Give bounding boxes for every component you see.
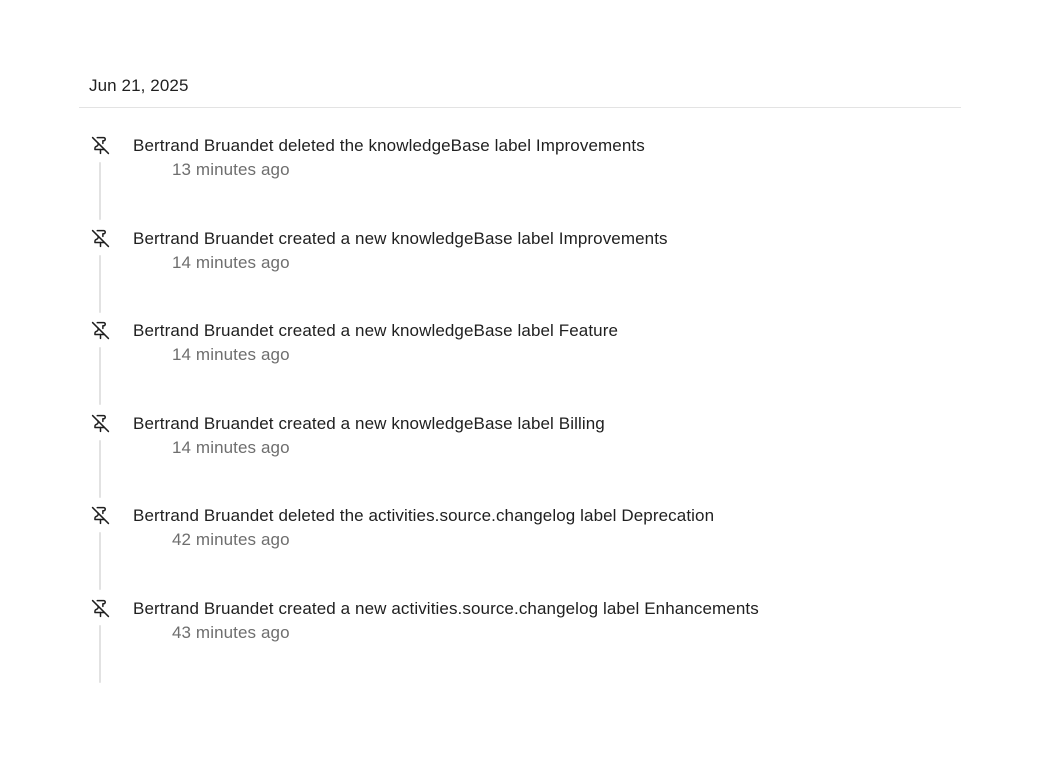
activity-description: Bertrand Bruandet deleted the knowledgeBase label Improvements [133, 136, 645, 155]
pin-off-icon [91, 599, 110, 618]
activity-timestamp: 14 minutes ago [172, 252, 290, 272]
timeline-connector [99, 625, 101, 683]
pin-off-icon [91, 506, 110, 525]
pin-off-icon [91, 229, 110, 248]
date-label: Jun 21, 2025 [89, 76, 189, 95]
activity-description: Bertrand Bruandet created a new activities.source.changelog label Enhancements [133, 598, 759, 618]
activity-entry [79, 132, 961, 225]
activity-entry [79, 502, 961, 595]
timeline-connector [99, 440, 101, 498]
timeline-connector [99, 347, 101, 405]
activity-description: Bertrand Bruandet created a new knowledgeBase label Improvements [133, 228, 668, 248]
timeline-connector [99, 255, 101, 313]
activity-timestamp: 14 minutes ago [172, 345, 290, 364]
activity-entry [79, 410, 961, 503]
activity-timeline [79, 0, 961, 690]
activity-timestamp: 42 minutes ago [172, 530, 290, 549]
activity-entry [79, 317, 961, 410]
activity-description: Bertrand Bruandet deleted the activities.source.changelog label Deprecation [133, 506, 715, 525]
timeline-connector [99, 162, 101, 220]
pin-off-icon [91, 321, 110, 340]
activity-timestamp: 14 minutes ago [172, 437, 290, 457]
pin-off-icon [91, 136, 110, 155]
activity-description: Bertrand Bruandet created a new knowledgeBase label Billing [133, 413, 605, 433]
pin-off-icon [91, 414, 110, 433]
activity-entry [79, 595, 961, 688]
activity-list [79, 132, 961, 687]
activity-timestamp: 43 minutes ago [172, 622, 290, 642]
date-group-header [79, 72, 961, 108]
activity-entry [79, 225, 961, 318]
activity-description: Bertrand Bruandet created a new knowledgeBase label Feature [133, 321, 619, 340]
timeline-connector [99, 532, 101, 590]
activity-timestamp: 13 minutes ago [172, 160, 290, 179]
